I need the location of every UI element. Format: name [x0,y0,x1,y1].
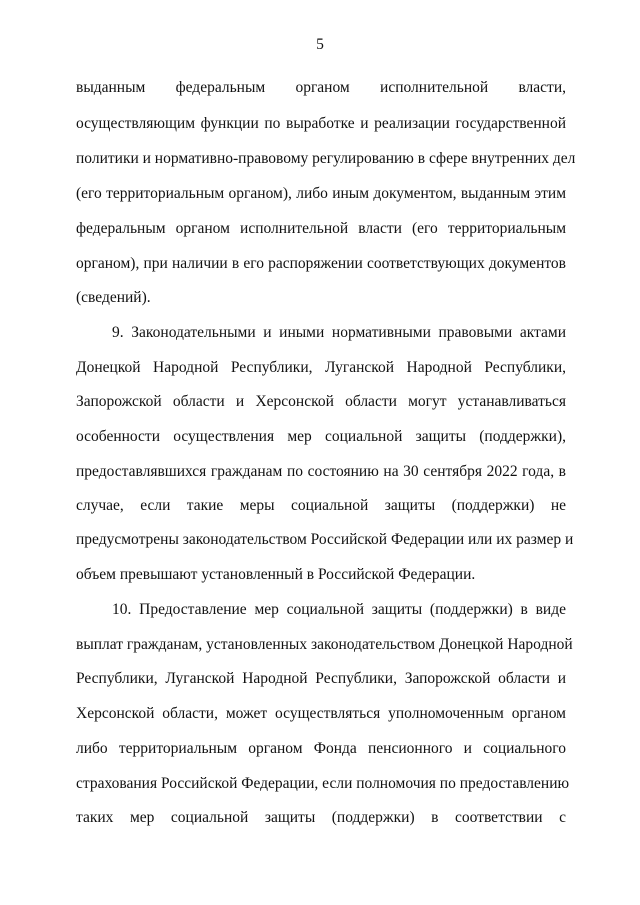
text-line: Республики, Луганской Народной Республики, Запорожской области и [76,670,566,687]
text-line: осуществляющим функции по выработке и реализации государственной [76,115,566,132]
text-line: Запорожской области и Херсонской области могут устанавливаться [76,393,566,410]
text-line: случае, если такие меры социальной защиты (поддержки) не [76,497,566,514]
text-line: политики и нормативно-правовому регулированию в сфере внутренних дел [76,150,576,167]
page-number: 5 [316,36,324,53]
text-line: предусмотрены законодательством Российской Федерации или их размер и [76,531,574,548]
text-line: Херсонской области, может осуществляться уполномоченным органом [76,705,566,722]
text-line: (его территориальным органом), либо иным документом, выданным этим [76,185,566,202]
text-line: выданным федеральным органом исполнительной власти, [76,79,566,96]
text-line: таких мер социальной защиты (поддержки) в соответствии с [76,809,566,826]
text-line: предоставлявшихся гражданам по состоянию на 30 сентября 2022 года, в [76,463,566,480]
text-line: либо территориальным органом Фонда пенсионного и социального [76,740,566,757]
text-line: 9. Законодательными и иными нормативными правовыми актами [112,324,566,341]
text-line: федеральным органом исполнительной власти (его территориальным [76,220,566,237]
text-line: особенности осуществления мер социальной защиты (поддержки), [76,428,566,445]
text-line: Донецкой Народной Республики, Луганской Народной Республики, [76,359,566,376]
text-line: (сведений). [76,289,151,306]
text-line: страхования Российской Федерации, если полномочия по предоставлению [76,775,570,792]
text-line: органом), при наличии в его распоряжении соответствующих документов [76,255,566,272]
text-line: 10. Предоставление мер социальной защиты (поддержки) в виде [112,601,566,618]
text-line: объем превышают установленный в Российской Федерации. [76,566,476,583]
text-line: выплат гражданам, установленных законодательством Донецкой Народной [76,636,573,653]
